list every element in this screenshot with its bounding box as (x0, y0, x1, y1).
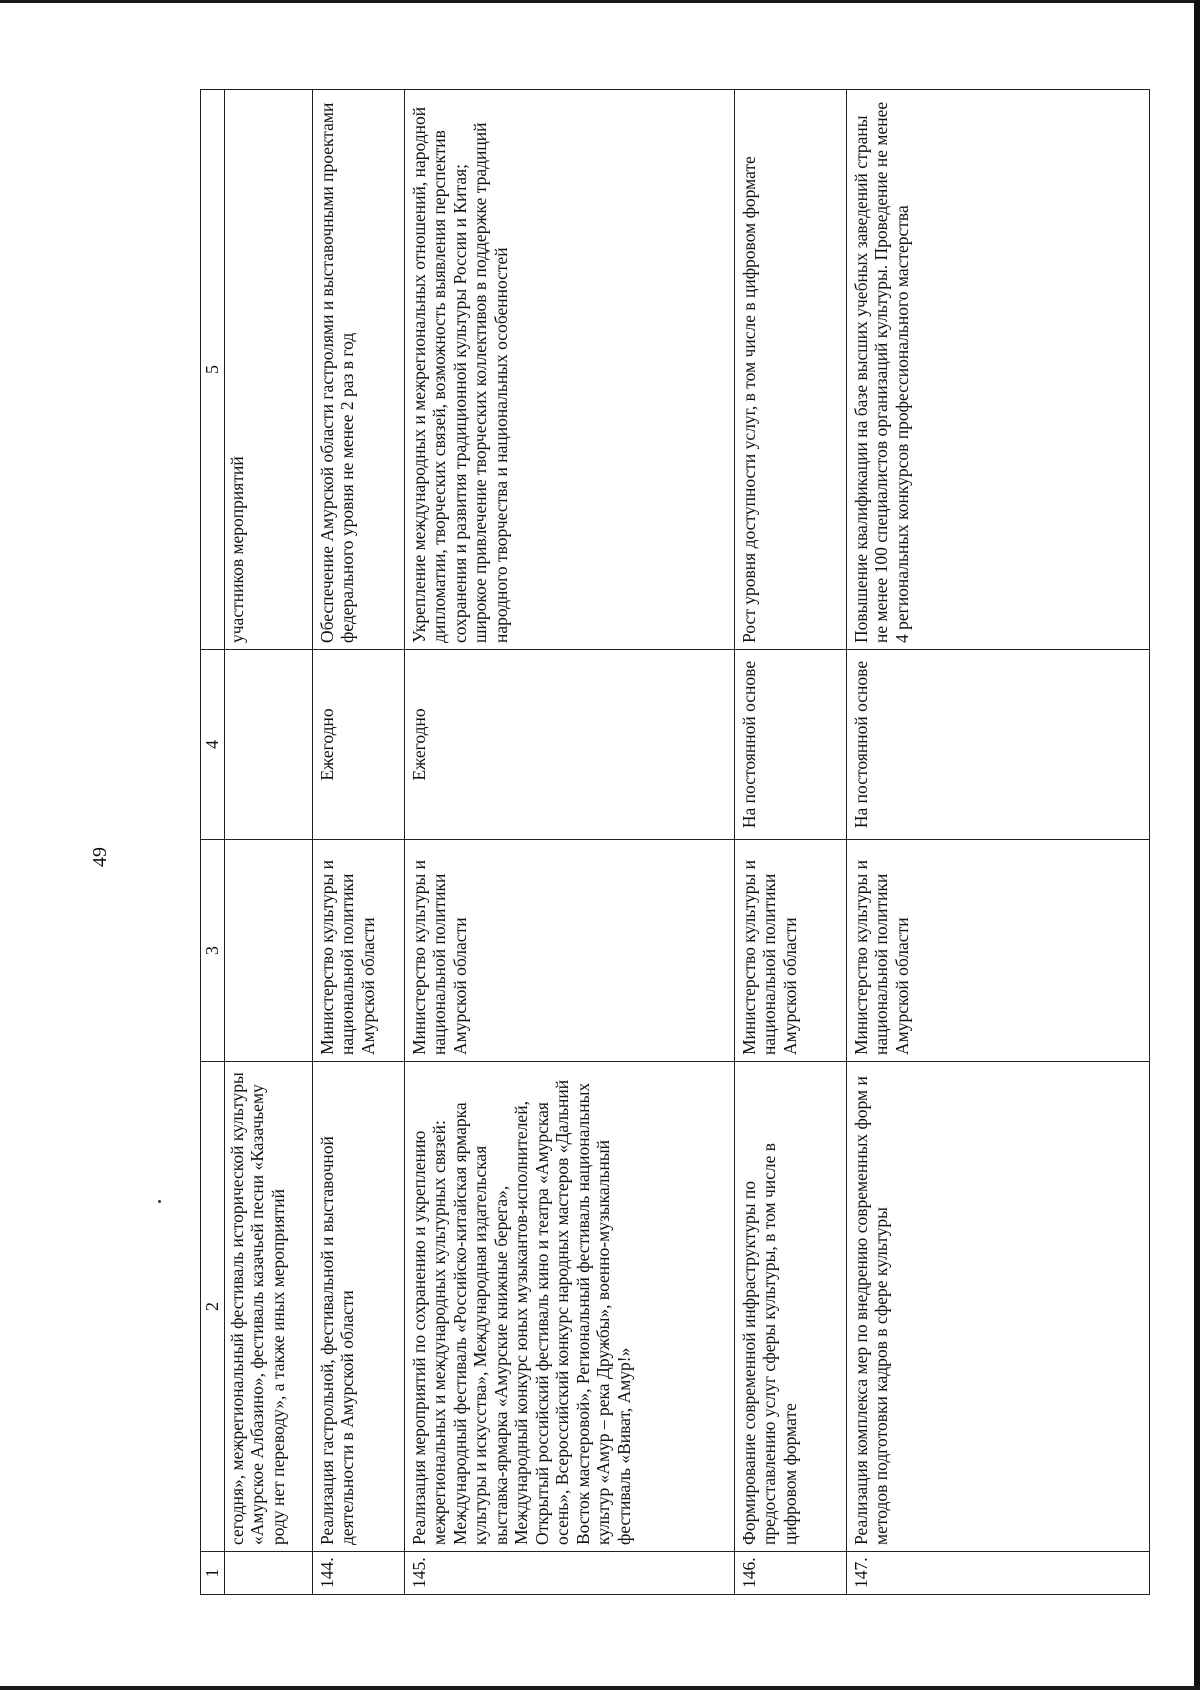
cell-activity: сегодня», межрегиональный фестиваль исторической культуры «Амурское Албазино», фестиваль казачьей песни «Казачьему роду нет переводу», а также иных мероприятий (224, 1062, 312, 1552)
cell-executor: Министерство культуры и национальной политики Амурской области (734, 840, 846, 1062)
table-row-144 (312, 90, 404, 1595)
cell-activity: Формирование современной инфраструктуры по предоставлению услуг сферы культуры, в том числе в цифровом формате (734, 1062, 846, 1552)
header-col-4: 4 (201, 650, 225, 840)
scan-speck (158, 1200, 161, 1203)
cell-executor: Министерство культуры и национальной политики Амурской области (404, 840, 734, 1062)
cell-num: 145. (404, 1552, 734, 1595)
table-row-145 (404, 90, 734, 1595)
header-col-1: 1 (201, 1552, 225, 1595)
header-col-3: 3 (201, 840, 225, 1062)
page-number: 49 (89, 847, 111, 867)
cell-result: Рост уровня доступности услуг, в том числе в цифровом формате (734, 90, 846, 650)
cell-num: 144. (312, 1552, 404, 1595)
cell-term: На постоянной основе (846, 650, 1150, 840)
cell-term (224, 650, 312, 840)
header-col-2: 2 (201, 1062, 225, 1552)
cell-result: Обеспечение Амурской области гастролями и выставочными проектами федерального уровня не менее 2 раз в год (312, 90, 404, 650)
table-row-continuation (224, 90, 312, 1595)
cell-num (224, 1552, 312, 1595)
cell-activity: Реализация комплекса мер по внедрению современных форм и методов подготовки кадров в сфере культуры (846, 1062, 1150, 1552)
scan-edge-right (1194, 0, 1200, 1690)
cell-num: 146. (734, 1552, 846, 1595)
cell-term: Ежегодно (312, 650, 404, 840)
cell-num: 147. (846, 1552, 1150, 1595)
cell-result: Укрепление международных и межрегиональных отношений, народной дипломатии, творческих связей, возможность выявления перспектив сохранения и развития традиционной культуры России и Китая; широкое привлечение творческих коллективов в поддержке традиций народного творчества и национальных особенностей (404, 90, 734, 650)
table-header-row (201, 90, 225, 1595)
scan-edge-bottom (0, 1686, 1200, 1690)
cell-activity: Реализация мероприятий по сохранению и укреплению межрегиональных и международных культурных связей: Международный фестиваль «Российско-китайская ярмарка культуры и искусства», Международная издательская выставка-ярмарка «Амурские книжные берега», Международный конкурс юных музыкантов-исполнителей, Открытый российский фестиваль кино и театра «Амурская осень», Всероссийский конкурс народных мастеров «Дальний Восток мастеровой», Региональный фестиваль национальных культур «Амур – река Дружбы», военно-музыкальный фестиваль «Виват, Амур!» (404, 1062, 734, 1552)
cell-term: Ежегодно (404, 650, 734, 840)
cell-activity: Реализация гастрольной, фестивальной и выставочной деятельности в Амурской области (312, 1062, 404, 1552)
header-col-5: 5 (201, 90, 225, 650)
activities-table (200, 89, 1150, 1595)
cell-executor: Министерство культуры и национальной политики Амурской области (846, 840, 1150, 1062)
cell-term: На постоянной основе (734, 650, 846, 840)
cell-result: Повышение квалификации на базе высших учебных заведений страны не менее 100 специалистов организаций культуры. Проведение не менее 4 региональных конкурсов профессионального мастерства (846, 90, 1150, 650)
table-row-147 (846, 90, 1150, 1595)
cell-executor: Министерство культуры и национальной политики Амурской области (312, 840, 404, 1062)
table-row-146 (734, 90, 846, 1595)
scan-edge-top (0, 0, 1200, 3)
cell-executor (224, 840, 312, 1062)
cell-result: участников мероприятий (224, 90, 312, 650)
rotated-table-wrapper (200, 90, 1150, 1595)
